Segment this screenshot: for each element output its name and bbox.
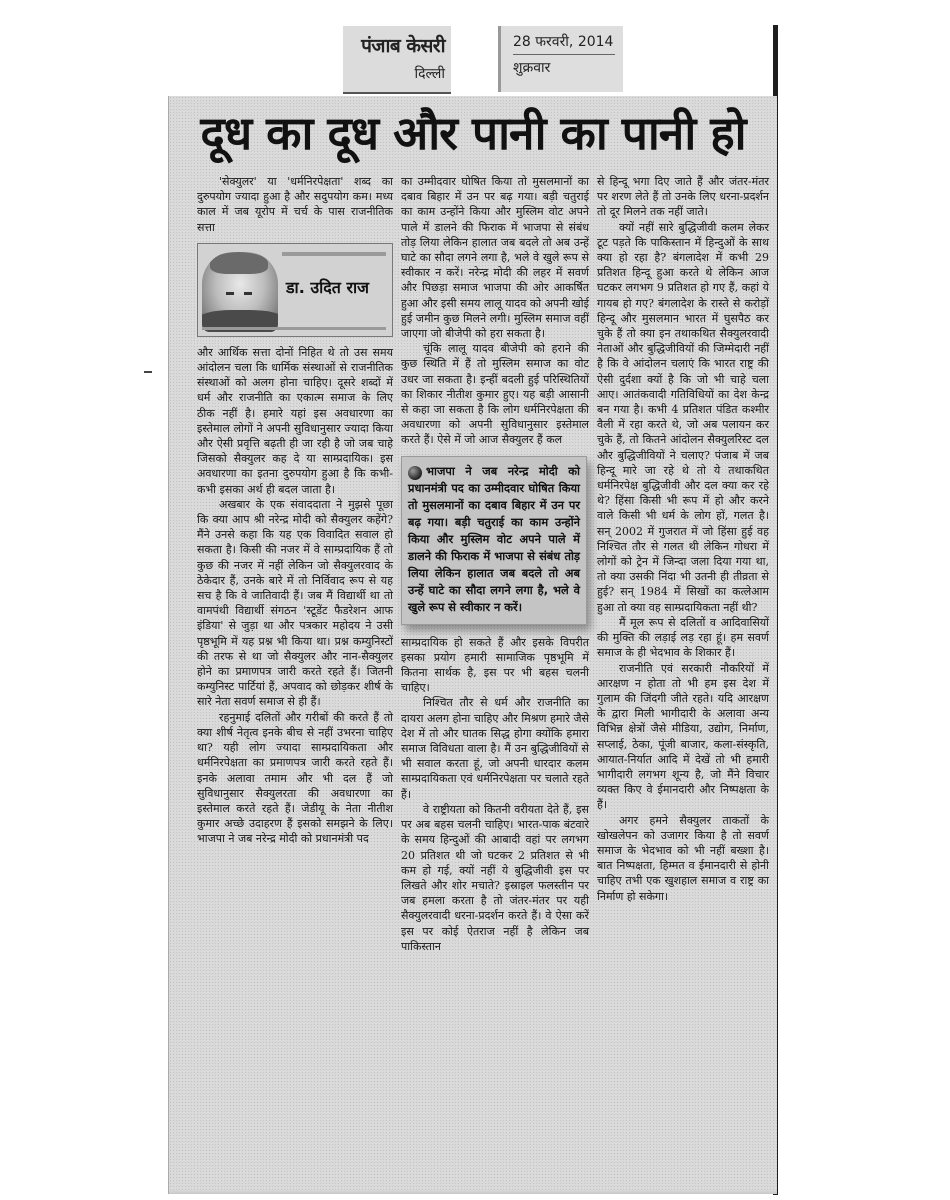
newspaper-masthead <box>343 26 451 94</box>
paragraph: मैं मूल रूप से दलितों व आदिवासियों की मुक्ति की लड़ाई लड़ रहा हूं। हम सवर्ण समाज के ही भेदभाव के शिकार हैं। <box>597 615 769 660</box>
paragraph: का उम्मीदवार घोषित किया तो मुसलमानों का दबाव बिहार में उन पर बढ़ गया। बड़ी चतुराई का काम उन्होंने किया और मुस्लिम वोट अपने पाले में डालने की फिराक में भाजपा से संबंध तोड़ लिया लेकिन हालात जब बदले तो अब उन्हें घाटे का सौदा लगने लगा है, भले वे खुले रूप से स्वीकार न करें। नरेन्द्र मोदी की लहर में सवर्ण और पिछड़ा समाज भाजपा की ओर आकर्षित हुआ और इसी समय लालू यादव को अपनी खोई हुई जमीन कुछ मिलने लगी। मुस्लिम समाज वहीं जाएगा जो बीजेपी को हरा सकता है। <box>401 175 589 341</box>
column-3 <box>597 174 769 904</box>
paragraph: निश्चित तौर से धर्म और राजनीति का दायरा अलग होना चाहिए और मिश्रण हमारे जैसे देश में तो और घातक सिद्ध होगा क्योंकि हमारा समाज विविधता वाला है। मैं उन बुद्धिजीवियों से भी सवाल करता हूं, जो अपनी धारदार कलम साम्प्रदायिकता एवं धर्मनिरपेक्षता पर चलाते रहते हैं। <box>401 696 589 801</box>
column-2 <box>401 174 589 954</box>
paragraph: से हिन्दू भगा दिए जाते हैं और जंतर-मंतर पर शरण लेते हैं तो उनके लिए धरना-प्रदर्शन तो दूर मिलने तक नहीं जाते। <box>597 175 769 219</box>
pull-quote-box <box>401 456 587 625</box>
date-divider <box>513 54 615 55</box>
paragraph: अगर हमने सैक्युलर ताकतों के खोखलेपन को उजागर किया है तो सवर्ण समाज के भेदभाव को भी नहीं बख्शा है। बात निष्पक्षता, हिम्मत व ईमानदारी से होनी चाहिए तभी एक खुशहाल समाज व राष्ट्र का निर्माण हो सकेगा। <box>597 813 769 903</box>
photo-eye <box>226 292 234 295</box>
article-clipping <box>168 96 777 1194</box>
margin-mark <box>144 371 152 373</box>
paragraph: साम्प्रदायिक हो सकते हैं और इसके विपरीत इसका प्रयोग हमारी सामाजिक पृष्ठभूमि में कितना सार्थक है, इस पर भी बहस चलनी चाहिए। <box>401 635 589 695</box>
paragraph: रहनुमाई दलितों और गरीबों की करते हैं तो क्या शीर्ष नेतृत्व इनके बीच से नहीं उभरना चाहिए था? यही लोग ज्यादा साम्प्रदायिकता और धर्मनिरपेक्षता का प्रमाणपत्र जारी करते रहते हैं। इनके अलावा तमाम और भी दल हैं जो सुविधानुसार सैक्युलरता की अवधारणा का इस्तेमाल करते रहते हैं। जेडीयू के नेता नीतीश कुमार अच्छे उदाहरण हैं इसको समझने के लिए। भाजपा ने जब नरेन्द्र मोदी को प्रधानमंत्री पद <box>197 710 393 846</box>
photo-hair <box>210 252 268 274</box>
author-photo <box>202 252 278 332</box>
clipping-bottom-edge <box>169 1190 777 1194</box>
publication-day: शुक्रवार <box>513 60 551 76</box>
byline-rule-top <box>282 252 386 256</box>
column-1 <box>197 174 393 847</box>
dateline-box <box>498 26 623 92</box>
photo-eye <box>244 292 252 295</box>
paragraph: वे राष्ट्रीयता को कितनी वरीयता देते हैं, इस पर अब बहस चलनी चाहिए। भारत-पाक बंटवारे के समय हिन्दुओं की आबादी वहां पर लगभग 20 प्रतिशत थी जो घटकर 2 प्रतिशत से भी कम हो गई, क्यों नहीं ये बुद्धिजीवी इस पर लिखते और शोर मचाते? इस्राइल फलस्तीन पर जब हमला करता है तो जंतर-मंतर पर यही सैक्युलरवादी धरना-प्रदर्शन करते हैं। वे ऐसा करें इस पर कोई ऐतराज नहीं है लेकिन जब पाकिस्तान <box>401 802 589 953</box>
paragraph: क्यों नहीं सारे बुद्धिजीवी कलम लेकर टूट पड़ते कि पाकिस्तान में हिन्दुओं के साथ क्या हो रहा है? बंगलादेश में कभी 29 प्रतिशत हिन्दू हुआ करते थे लेकिन आज घटकर लगभग 9 प्रतिशत हो गए हैं, कहां ये गायब हो गए? बंगलादेश के रास्ते से करोड़ों हिन्दू और मुसलमान भारत में घुसपैठ कर चुके हैं तो क्या इन तथाकथित सैक्युलरवादी नेताओं और बुद्धिजीवियों की जिम्मेदारी नहीं है कि वे आंदोलन चलाएं कि भारत राष्ट्र की ऐसी दुर्दशा क्यों है कि जो भी चाहे चला आए। आतंकवादी गतिविधियों का देश केन्द्र बन गया है। कभी 4 प्रतिशत पंडित कश्मीर वैली में रहा करते थे, जो अब पलायन कर चुके हैं, तो कितने आंदोलन सैक्युलरिस्ट दल और बुद्धिजीवियों ने चलाए? पंजाब में जब हिन्दू मारे जा रहे थे तो ये तथाकथित धर्मनिरपेक्ष बुद्धिजीवी और दल क्या कर रहे थे? हिंसा किसी भी रूप में हो और करने वाले किसी भी धर्म के लोग हों, गलत है। सन् 2002 में गुजरात में जो हिंसा हुई वह निश्चित तौर से गलत थी लेकिन गोधरा में लोगों को ट्रेन में जिन्दा जला दिया गया था, तो क्या उसकी निंदा भी उतनी ही तीव्रता से हुई? सन् 1984 में सिखों का कत्लेआम हुआ तो क्या वह साम्प्रदायिकता नहीं थी? <box>597 220 769 614</box>
newspaper-name: पंजाब केसरी <box>361 35 445 57</box>
article-headline: दूध का दूध और पानी का पानी हो <box>200 106 746 160</box>
author-name: डा. उदित राज <box>286 277 370 297</box>
pull-quote-text: भाजपा ने जब नरेन्द्र मोदी को प्रधानमंत्री पद का उम्मीदवार घोषित किया तो मुसलमानों का दबाव बिहार में उन पर बढ़ गया। बड़ी चतुराई का काम उन्होंने किया और मुस्लिम वोट अपने पाले में डालने की फिराक में भाजपा से संबंध तोड़ लिया लेकिन हालात जब बदले तो अब उन्हें घाटे का सौदा लगने लगा है, भले वे खुले रूप से स्वीकार न करें। <box>408 463 580 614</box>
intro-paragraph: 'सेक्युलर' या 'धर्मनिरपेक्षता' शब्द का दुरुपयोग ज्यादा हुआ है और सदुपयोग कम। मध्य काल में जब यूरोप में चर्च के पास राजनीतिक सत्ता <box>197 175 393 234</box>
paragraph: चूंकि लालू यादव बीजेपी को हराने की कुछ स्थिति में हैं तो मुस्लिम समाज का वोट उधर जा सकता है। इन्हीं बदली हुई परिस्थितियों का शिकार नीतीश कुमार हुए। यह बड़ी आसानी से कहा जा सकता है कि लोग धर्मनिरपेक्षता की अवधारणा को अपनी सुविधानुसार इस्तेमाल करते हैं। ऐसे में जो आज सैक्युलर हैं कल <box>401 342 589 447</box>
edition-city: दिल्ली <box>414 66 445 82</box>
paragraph: अखबार के एक संवाददाता ने मुझसे पूछा कि क्या आप श्री नरेन्द्र मोदी को सैक्युलर कहेंगे? मैंने उनसे कहा कि यह एक विवादित सवाल हो सकता है। किसी की नजर में वे साम्प्रदायिक हैं तो कुछ की नजर में नहीं लेकिन जो सैक्युलरवाद के ठेकेदार हैं, उनके बारे में तो निर्विवाद रूप से यह सच है कि वे जातिवादी हैं। जब मैं विद्यार्थी था तो वामपंथी विद्यार्थी संगठन 'स्टूडेंट फैडरेशन आफ इंडिया' से जुड़ा था और पत्रकार महोदय ने उसी पृष्ठभूमि में यह प्रश्न भी किया था। प्रश्न कम्युनिस्टों की तरफ से था जो सैक्युलर और नान-सैक्युलर होने का प्रमाणपत्र जारी करते रहते हैं। जितनी कम्युनिस्ट पार्टियां हैं, अपवाद को छोड़कर शीर्ष के सारे नेता सवर्ण समाज से ही हैं। <box>197 497 393 709</box>
publication-date: 28 फरवरी, 2014 <box>513 34 614 50</box>
paragraph: और आर्थिक सत्ता दोनों निहित थे तो उस समय आंदोलन चला कि धार्मिक संस्थाओं से राजनीतिक संस्थाओं को अलग होना चाहिए। दूसरे शब्दों में धर्म और राजनीति का एकात्म समाज के लिए ठीक नहीं है। हमारे यहां इस अवधारणा का इस्तेमाल लोगों ने अपनी सुविधानुसार ज्यादा किया और ऐसी प्रवृत्ति बढ़ती ही जा रही है जो जब चाहे जिसको सैक्युलर कह दे या साम्प्रदायिक। इस अवधारणा का इतना दुरुपयोग हुआ है कि कभी-कभी इसका अर्थ ही बदल जाता है। <box>197 345 393 496</box>
bullet-icon <box>408 466 422 480</box>
byline-rule-bottom <box>202 327 386 330</box>
article-columns <box>197 174 769 1184</box>
author-byline <box>197 243 393 337</box>
paragraph: राजनीति एवं सरकारी नौकरियों में आरक्षण न होता तो भी हम इस देश में गुलाम की जिंदगी जीते रहते। यदि आरक्षण के द्वारा मिली भागीदारी के अलावा अन्य विभिन्न क्षेत्रों जैसे मीडिया, उद्योग, निर्माण, सप्लाई, ठेका, पूंजी बाजार, कला-संस्कृति, आयात-निर्यात आदि में देखें तो भी हमारी भागीदारी लगभग शून्य है, जो मैंने विचार व्यक्त किए वे ईमानदारी और निष्पक्षता के हैं। <box>597 661 769 812</box>
